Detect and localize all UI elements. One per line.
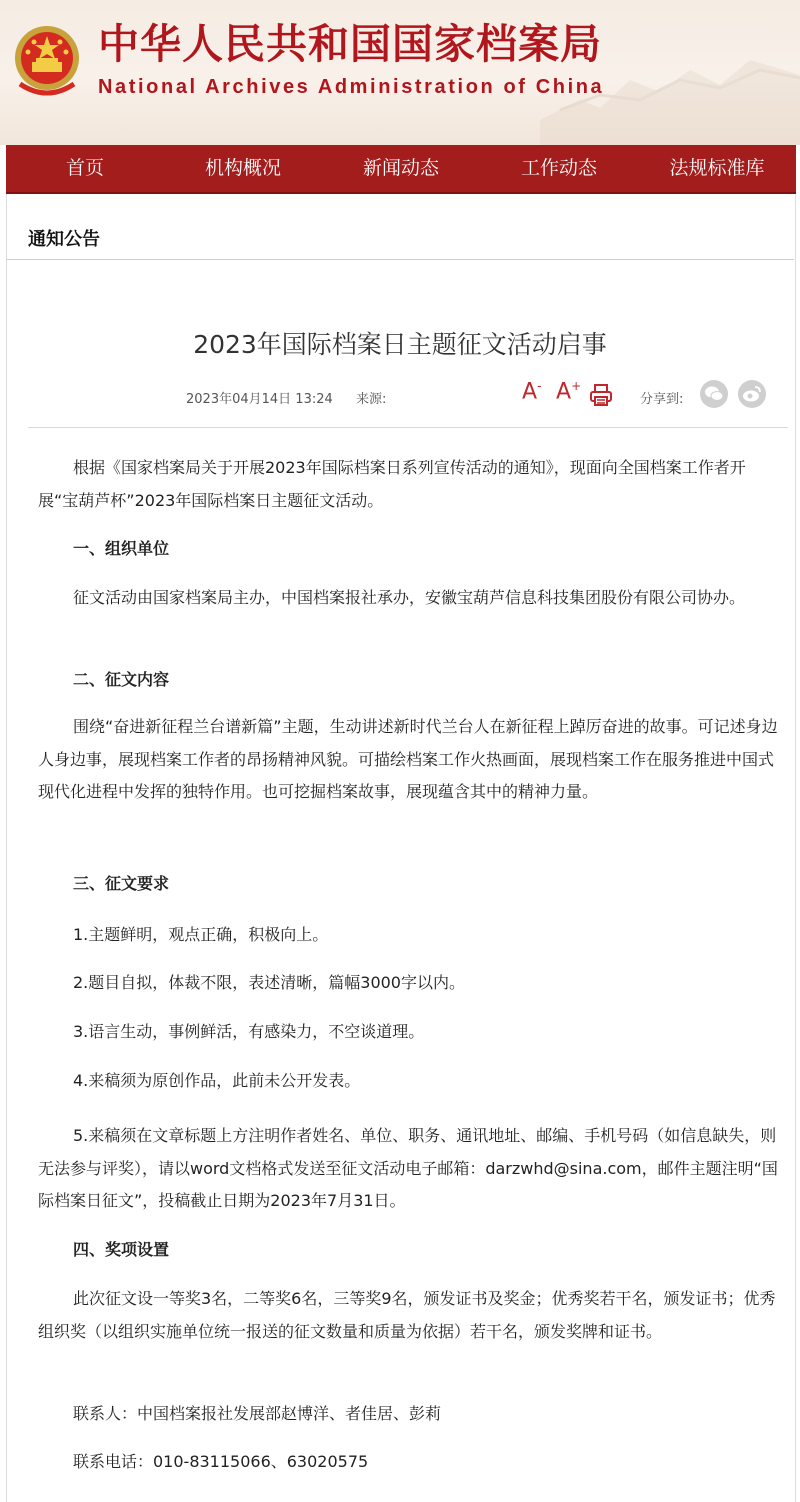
organizers-paragraph: 征文活动由国家档案局主办，中国档案报社承办，安徽宝葫芦信息科技集团股份有限公司协办。	[73, 588, 746, 607]
font-increase-button[interactable]: A+	[556, 379, 582, 405]
contact-phone: 联系电话：010-83115066、63020575	[73, 1452, 369, 1471]
font-increase-label: A	[556, 379, 572, 405]
nav-item-regulations[interactable]: 法规标准库	[669, 157, 765, 179]
font-decrease-button[interactable]: A-	[522, 379, 542, 405]
awards-paragraph: 此次征文设一等奖3名，二等奖6名，三等奖9名，颁发证书及奖金；优秀奖若干名，颁发证书；优秀组织奖（以组织实施单位统一报送的征文数量和质量为依据）若干名，颁发奖牌和证书。	[38, 1289, 776, 1341]
requirement-1: 1.主题鲜明，观点正确，积极向上。	[73, 925, 329, 944]
nav-item-organization[interactable]: 机构概况	[204, 157, 281, 179]
requirement-3: 3.语言生动，事例鲜活，有感染力，不空谈道理。	[73, 1022, 425, 1041]
heading-requirements: 三、征文要求	[73, 874, 170, 893]
nav-item-home[interactable]: 首页	[65, 157, 104, 179]
site-title-en[interactable]: National Archives Administration of China	[98, 76, 605, 98]
weibo-icon[interactable]	[738, 380, 766, 408]
share-label: 分享到:	[640, 392, 684, 407]
nav-item-news[interactable]: 新闻动态	[362, 157, 439, 179]
meta-divider	[28, 427, 788, 428]
heading-awards: 四、奖项设置	[73, 1240, 170, 1259]
site-header	[0, 0, 800, 145]
nav-item-work[interactable]: 工作动态	[520, 157, 597, 179]
main-nav	[6, 145, 796, 194]
article-title: 2023年国际档案日主题征文活动启事	[193, 330, 607, 359]
wechat-icon[interactable]	[700, 380, 728, 408]
requirement-5: 5.来稿须在文章标题上方注明作者姓名、单位、职务、通讯地址、邮编、手机号码（如信息缺失，则无法参与评奖），请以word文档格式发送至征文活动电子邮箱：darzwhd@sina.com，邮件主题注明“国际档案日征文”，投稿截止日期为2023年7月31日。	[38, 1126, 778, 1210]
contact-person: 联系人：中国档案报社发展部赵博洋、者佳居、彭莉	[73, 1404, 442, 1423]
content-paragraph: 围绕“奋进新征程兰台谱新篇”主题，生动讲述新时代兰台人在新征程上踔厉奋进的故事。可记述身边人身边事，展现档案工作者的昂扬精神风貌。可描绘档案工作火热画面，展现档案工作在服务推进中国式现代化进程中发挥的独特作用。也可挖掘档案故事，展现蕴含其中的精神力量。	[38, 717, 778, 801]
intro-paragraph: 根据《国家档案局关于开展2023年国际档案日系列宣传活动的通知》，现面向全国档案工作者开展“宝葫芦杯”2023年国际档案日主题征文活动。	[38, 458, 746, 510]
section-header	[6, 215, 794, 260]
requirement-2: 2.题目自拟，体裁不限，表述清晰，篇幅3000字以内。	[73, 973, 465, 992]
requirement-4: 4.来稿须为原创作品，此前未公开发表。	[73, 1071, 361, 1090]
heading-organizers: 一、组织单位	[73, 539, 170, 558]
font-decrease-label: A	[522, 379, 538, 405]
heading-content: 二、征文内容	[73, 670, 170, 689]
print-icon[interactable]	[588, 382, 614, 408]
national-emblem-icon[interactable]	[12, 20, 82, 102]
section-title[interactable]: 通知公告	[28, 229, 100, 250]
source-label: 来源:	[356, 392, 387, 407]
publish-date: 2023年04月14日 13:24	[186, 392, 333, 407]
site-title-cn[interactable]: 中华人民共和国国家档案局	[98, 20, 602, 68]
